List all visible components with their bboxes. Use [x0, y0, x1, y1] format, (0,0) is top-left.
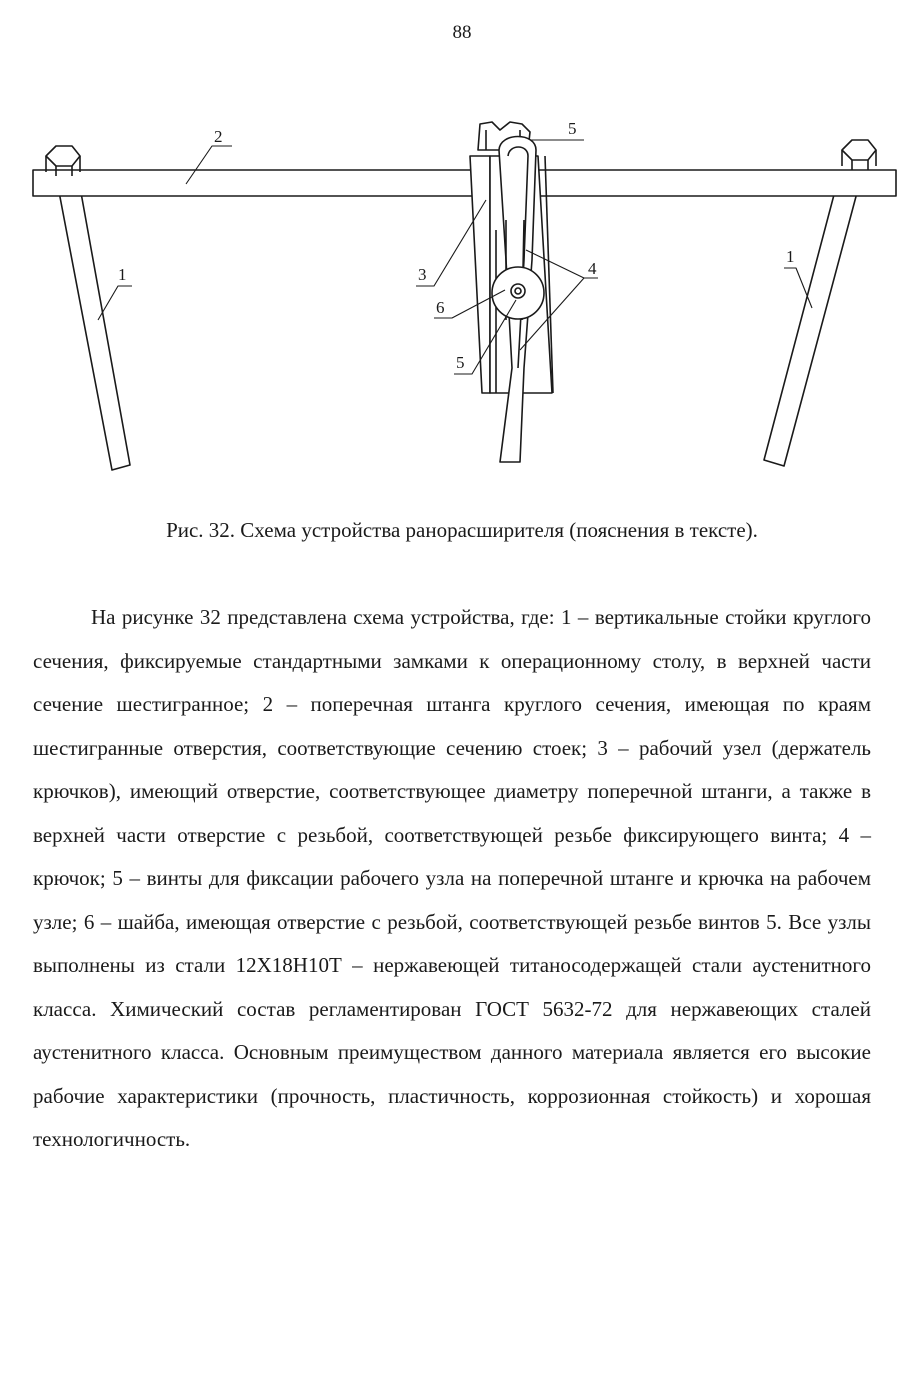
- label-left-post: 1: [118, 265, 127, 284]
- figure-wound-retractor-diagram: [0, 110, 924, 500]
- page-number: 88: [452, 22, 472, 43]
- label-washer: 6: [436, 298, 445, 317]
- figure-caption: Рис. 32. Схема устройства ранорасширителя (пояснения в тексте).: [166, 518, 758, 542]
- label-right-post: 1: [786, 247, 795, 266]
- label-hooks: 4: [588, 259, 597, 278]
- label-crossbar: 2: [214, 127, 223, 146]
- diagram-svg: [0, 110, 924, 500]
- label-top-screw: 5: [568, 119, 577, 138]
- left-post: [56, 176, 130, 470]
- body-paragraph: На рисунке 32 представлена схема устройства, где: 1 – вертикальные стойки круглого сечения, фиксируемые стандартными замками к операционному столу, в верхней части сечение шестигранное; 2 – поперечная штанга круглого сечения, имеющая по краям шестигранные отверстия, соответствующие сечению стоек; 3 – рабочий узел (держатель крючков), имеющий отверстие, соответствующее диаметру поперечной штанги, а также в верхней части отверстие с резьбой, соответствующей резьбе фиксирующего винта; 4 – крючок; 5 – винты для фиксации рабочего узла на поперечной штанге и крючка на рабочем узле; 6 – шайба, имеющая отверстие с резьбой, соответствующей резьбе винтов 5. Все узлы выполнены из стали 12Х18Н10Т – нержавеющей титаносодержащей стали аустенитного класса. Химический состав регламентирован ГОСТ 5632-72 для нержавеющих сталей аустенитного класса. Основным преимуществом данного материала является его высокие рабочие характеристики (прочность, пластичность, коррозионная стойкость) и хорошая технологичность.: [33, 605, 871, 1151]
- crossbar: [33, 170, 896, 196]
- right-hex-nut: [842, 140, 876, 170]
- label-center-screw: 5: [456, 353, 465, 372]
- right-post: [764, 172, 862, 466]
- label-work-unit: 3: [418, 265, 427, 284]
